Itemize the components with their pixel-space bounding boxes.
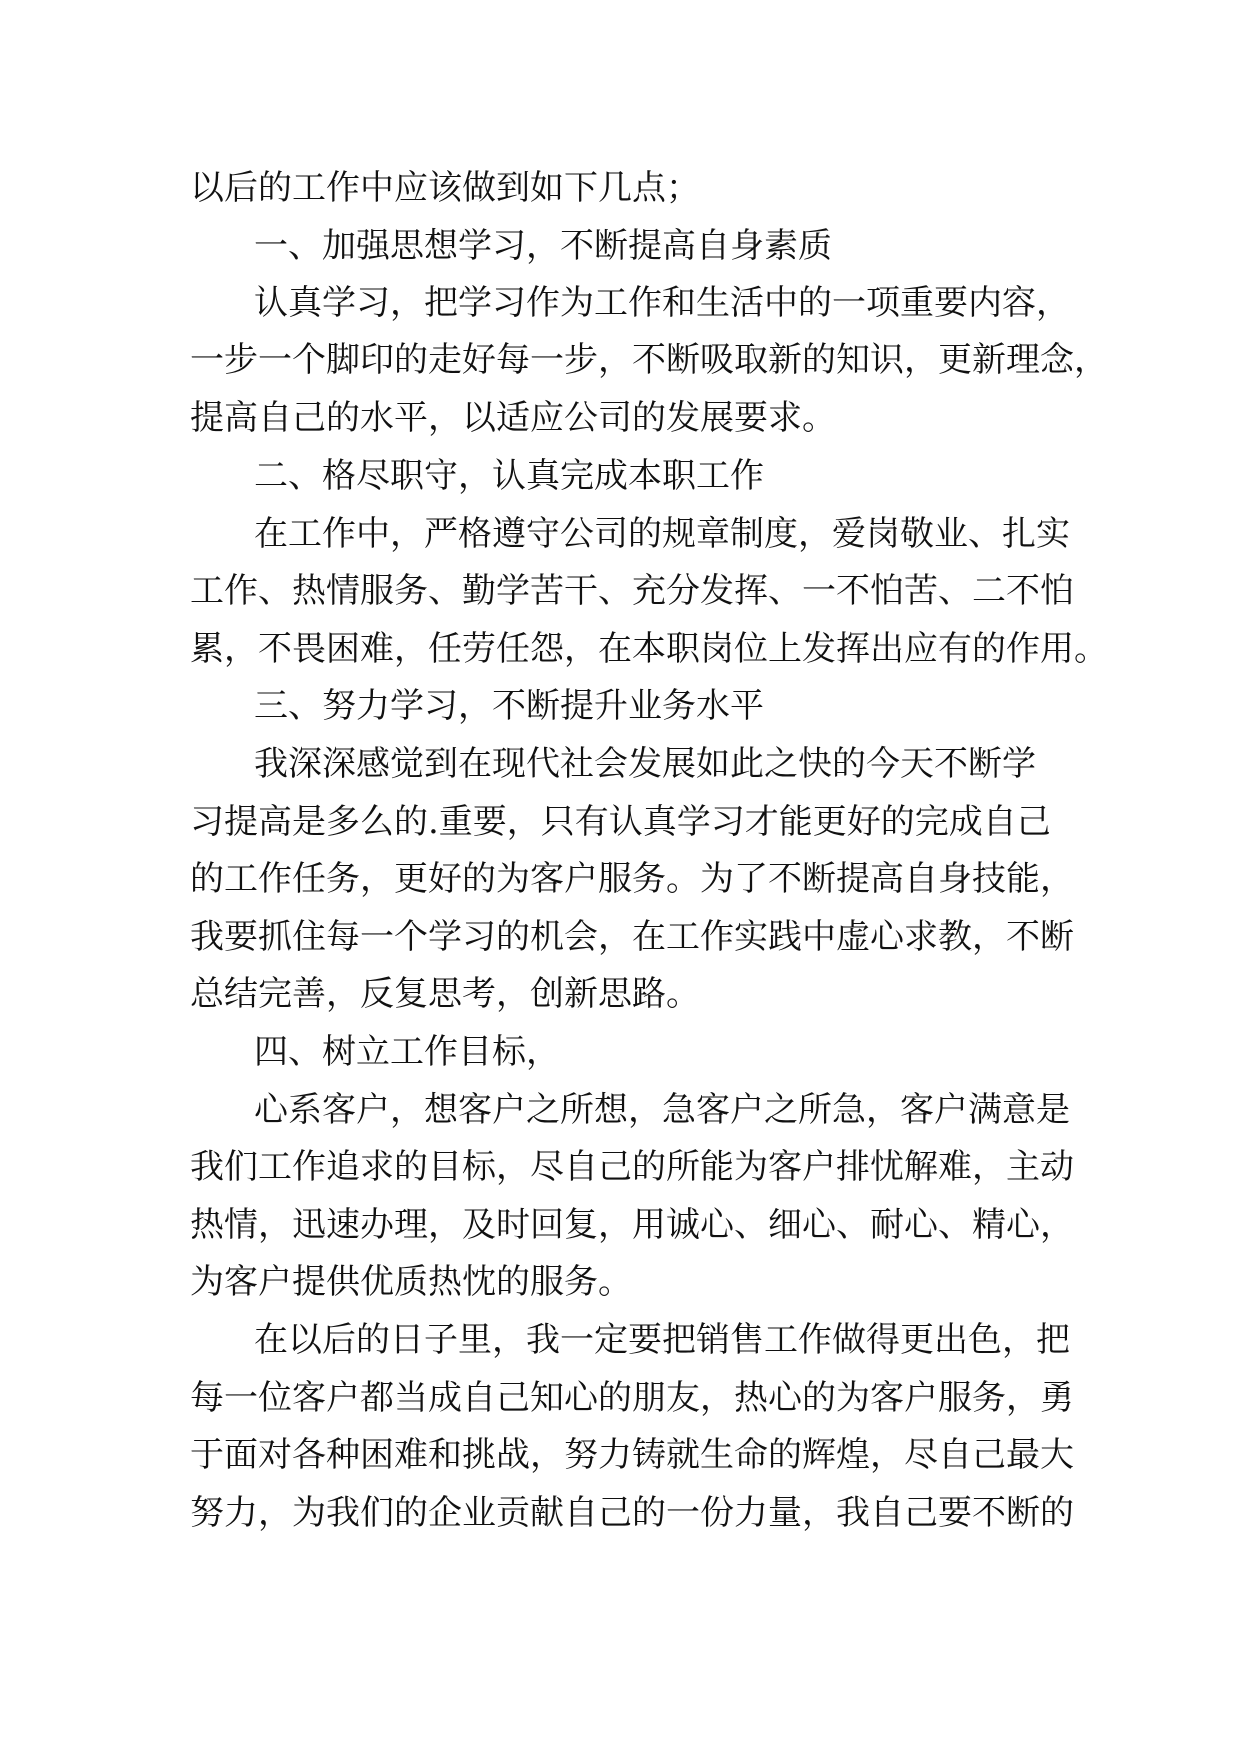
section-heading: 三、努力学习，不断提升业务水平 xyxy=(254,686,764,726)
text-line: 于面对各种困难和挑战，努力铸就生命的辉煌，尽自己最大 xyxy=(190,1435,1074,1475)
text-line: 我深深感觉到在现代社会发展如此之快的今天不断学 xyxy=(254,744,1036,784)
text-line: 的工作任务，更好的为客户服务。为了不断提高自身技能， xyxy=(190,859,1074,899)
text-line: 每一位客户都当成自己知心的朋友，热心的为客户服务，勇 xyxy=(190,1378,1074,1418)
text-line: 总结完善，反复思考，创新思路。 xyxy=(190,974,700,1014)
text-line: 提高自己的水平，以适应公司的发展要求。 xyxy=(190,398,836,438)
text-line: 热情，迅速办理，及时回复，用诚心、细心、耐心、精心， xyxy=(190,1205,1074,1245)
text-line: 习提高是多么的.重要，只有认真学习才能更好的完成自己 xyxy=(190,802,1051,842)
text-line: 一步一个脚印的走好每一步，不断吸取新的知识，更新理念， xyxy=(190,340,1108,380)
text-line: 努力，为我们的企业贡献自己的一份力量，我自己要不断的 xyxy=(190,1493,1074,1533)
text-line: 我要抓住每一个学习的机会，在工作实践中虚心求教，不断 xyxy=(190,917,1074,957)
text-line: 以后的工作中应该做到如下几点； xyxy=(190,168,700,208)
text-line: 在以后的日子里，我一定要把销售工作做得更出色，把 xyxy=(254,1320,1070,1360)
text-line: 累，不畏困难，任劳任怨，在本职岗位上发挥出应有的作用。 xyxy=(190,629,1108,669)
section-heading: 二、格尽职守，认真完成本职工作 xyxy=(254,456,764,496)
text-line: 在工作中，严格遵守公司的规章制度，爱岗敬业、扎实 xyxy=(254,514,1070,554)
section-heading: 四、树立工作目标， xyxy=(254,1032,560,1072)
text-line: 我们工作追求的目标，尽自己的所能为客户排忧解难，主动 xyxy=(190,1147,1074,1187)
text-line: 心系客户，想客户之所想，急客户之所急，客户满意是 xyxy=(254,1090,1070,1130)
text-line: 工作、热情服务、勤学苦干、充分发挥、一不怕苦、二不怕 xyxy=(190,571,1074,611)
section-heading: 一、加强思想学习，不断提高自身素质 xyxy=(254,226,832,266)
text-line: 为客户提供优质热忱的服务。 xyxy=(190,1262,632,1302)
text-line: 认真学习，把学习作为工作和生活中的一项重要内容， xyxy=(254,283,1070,323)
